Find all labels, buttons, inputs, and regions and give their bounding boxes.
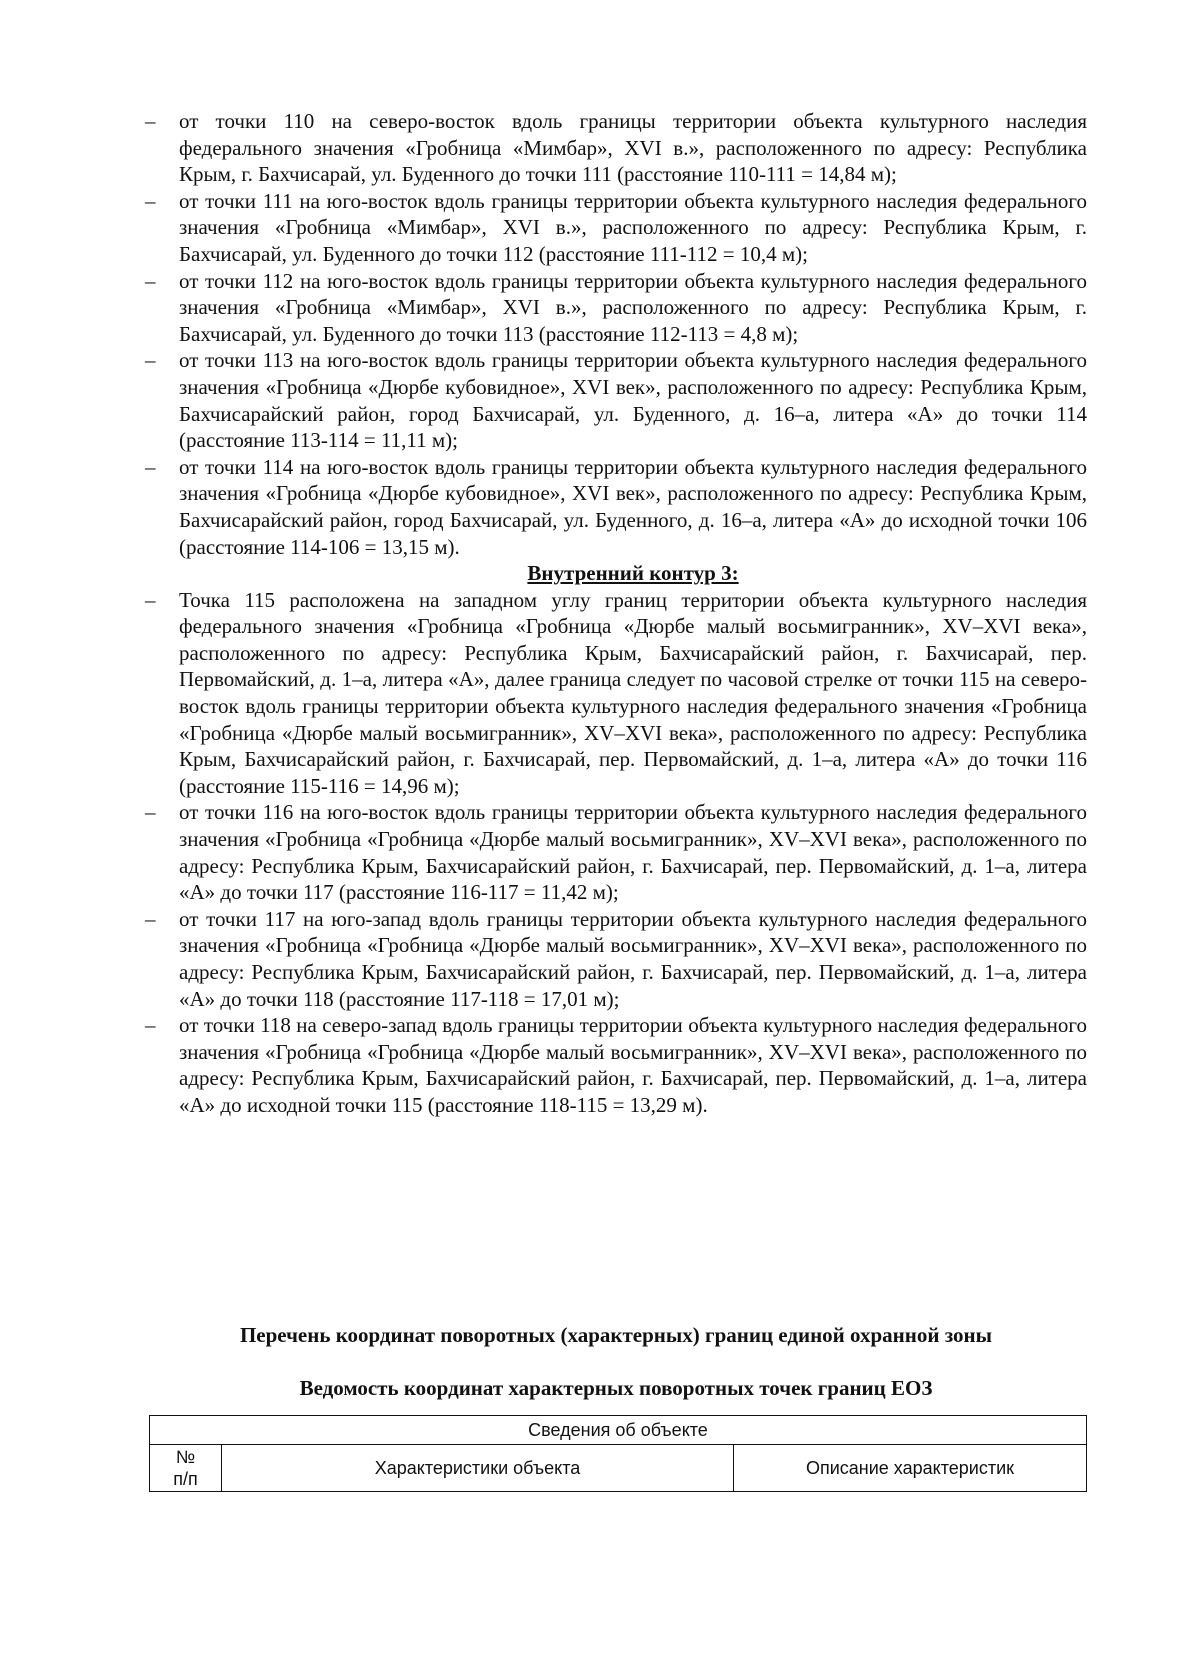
item-text: от точки 111 на юго-восток вдоль границы территории объекта культурного наследия федерального значения «Гробница «Мимбар», XVI в.», расположенного по адресу: Республика Крым, г. Бахчисарай, ул. Буденного до точки 112 (расстояние 111-112 = 10,4 м);: [179, 188, 1087, 266]
list-item: [145, 268, 1087, 348]
item-dash: –: [145, 800, 156, 825]
item-dash: –: [145, 348, 156, 373]
table-header-row: [150, 1416, 1087, 1445]
item-text: от точки 112 на юго-восток вдоль границы территории объекта культурного наследия федерального значения «Гробница «Мимбар», XVI в.», расположенного по адресу: Республика Крым, г. Бахчисарай, ул. Буденного до точки 113 (расстояние 112-113 = 4,8 м);: [179, 268, 1087, 346]
boundary-description: [145, 108, 1087, 1119]
list-item: [145, 906, 1087, 1012]
list-item: [145, 799, 1087, 905]
table-column-header-row: [150, 1445, 1087, 1492]
coordinates-list-title: Перечень координат поворотных (характерных) границ единой охранной зоны: [239, 1323, 993, 1347]
item-dash: –: [145, 188, 156, 213]
item-dash: –: [145, 587, 156, 612]
coordinates-table-title: Ведомость координат характерных поворотных точек границ ЕОЗ: [299, 1376, 933, 1400]
column-header-characteristics: Характеристики объекта: [222, 1445, 734, 1492]
item-text: Точка 115 расположена на западном углу границ территории объекта культурного наследия федерального значения «Гробница «Гробница «Дюрбе малый восьмигранник», XV–XVI века», расположенного по адресу: Республика Крым, Бахчисарайский район, г. Бахчисарай, пер. Первомайский, д. 1–а, литера «А», далее граница следует по часовой стрелке от точки 115 на северо-восток вдоль границы территории объекта культурного наследия федерального значения «Гробница «Гробница «Дюрбе малый восьмигранник», XV–XVI века», расположенного по адресу: Республика Крым, Бахчисарайский район, г. Бахчисарай, пер. Первомайский, д. 1–а, литера «А» до точки 116 (расстояние 115-116 = 14,96 м);: [179, 587, 1087, 798]
item-text: от точки 110 на северо-восток вдоль границы территории объекта культурного наследия федерального значения «Гробница «Мимбар», XVI в.», расположенного по адресу: Республика Крым, г. Бахчисарай, ул. Буденного до точки 111 (расстояние 110-111 = 14,84 м);: [179, 109, 1087, 187]
list-item: [145, 454, 1087, 560]
item-text: от точки 113 на юго-восток вдоль границы территории объекта культурного наследия федерального значения «Гробница «Дюрбе кубовидное», XVI век», расположенного по адресу: Республика Крым, Бахчисарайский район, город Бахчисарай, ул. Буденного, д. 16–а, литера «А» до точки 114 (расстояние 113-114 = 11,11 м);: [179, 348, 1087, 453]
section-heading: Внутренний контур 3:: [527, 561, 739, 586]
column-header-number-symbol: №: [175, 1447, 196, 1467]
item-dash: –: [145, 268, 156, 293]
item-dash: –: [145, 109, 156, 133]
list-item: [145, 1012, 1087, 1118]
list-item: [145, 587, 1087, 800]
column-header-description: Описание характеристик: [734, 1445, 1087, 1492]
object-info-table: [149, 1415, 1087, 1492]
item-text: от точки 118 на северо-запад вдоль границы территории объекта культурного наследия федерального значения «Гробница «Гробница «Дюрбе малый восьмигранник», XV–XVI века», расположенного по адресу: Республика Крым, Бахчисарайский район, г. Бахчисарай, пер. Первомайский, д. 1–а, литера «А» до исходной точки 115 (расстояние 118-115 = 13,29 м).: [179, 1013, 1087, 1117]
object-info-header: Сведения об объекте: [150, 1416, 1087, 1445]
item-dash: –: [145, 454, 156, 479]
column-header-number-abbr: п/п: [173, 1469, 198, 1489]
item-text: от точки 114 на юго-восток вдоль границы территории объекта культурного наследия федерального значения «Гробница «Дюрбе кубовидное», XVI век», расположенного по адресу: Республика Крым, Бахчисарайский район, город Бахчисарай, ул. Буденного, д. 16–а, литера «А» до исходной точки 106 (расстояние 114-106 = 13,15 м).: [179, 454, 1087, 559]
item-text: от точки 116 на юго-восток вдоль границы территории объекта культурного наследия федерального значения «Гробница «Гробница «Дюрбе малый восьмигранник», XV–XVI века», расположенного по адресу: Республика Крым, Бахчисарайский район, г. Бахчисарай, пер. Первомайский, д. 1–а, литера «А» до точки 117 (расстояние 116-117 = 11,42 м);: [179, 800, 1087, 905]
column-header-number: [150, 1445, 222, 1492]
item-dash: –: [145, 1013, 156, 1038]
item-text: от точки 117 на юго-запад вдоль границы территории объекта культурного наследия федерального значения «Гробница «Гробница «Дюрбе малый восьмигранник», XV–XVI века», расположенного по адресу: Республика Крым, Бахчисарайский район, г. Бахчисарай, пер. Первомайский, д. 1–а, литера «А» до точки 118 (расстояние 117-118 = 17,01 м);: [179, 906, 1087, 1011]
item-dash: –: [145, 906, 156, 931]
list-item: [145, 108, 1087, 188]
list-item: [145, 347, 1087, 453]
list-item: [145, 188, 1087, 268]
